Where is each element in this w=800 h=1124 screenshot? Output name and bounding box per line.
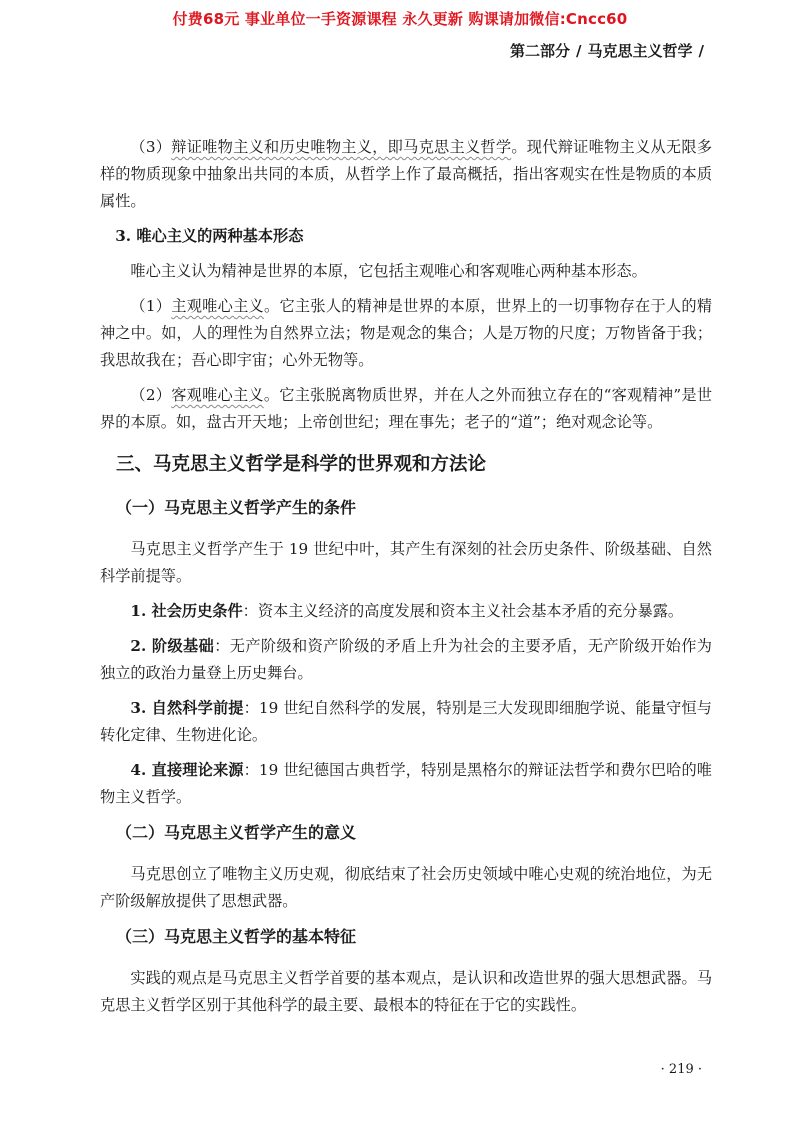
- condition-label: 1. 社会历史条件: [130, 602, 243, 620]
- condition-label: 3. 自然科学前提: [130, 699, 244, 717]
- condition-text: ：无产阶级和资产阶级的矛盾上升为社会的主要矛盾，无产阶级开始作为独立的政治力量登上历史舞台。: [100, 637, 712, 682]
- key-term: 客观唯心主义: [171, 386, 264, 404]
- key-term: 辩证唯物主义和历史唯物主义，即马克思主义哲学: [171, 138, 512, 156]
- paragraph-significance: 马克思创立了唯物主义历史观，彻底结束了社会历史领域中唯心史观的统治地位，为无产阶级解放提供了思想武器。: [100, 865, 712, 910]
- condition-text: ：19 世纪德国古典哲学，特别是黑格尔的辩证法哲学和费尔巴哈的唯物主义哲学。: [100, 761, 712, 806]
- condition-text: ：19 世纪自然科学的发展，特别是三大发现即细胞学说、能量守恒与转化定律、生物进化论。: [100, 699, 712, 744]
- paragraph-objective-idealism: [100, 382, 712, 436]
- paragraph-dialectical-materialism: [100, 134, 712, 215]
- paragraph-idealism-intro: 唯心主义认为精神是世界的本原，它包括主观唯心和客观唯心两种基本形态。: [130, 262, 647, 280]
- condition-label: 2. 阶级基础: [130, 637, 215, 655]
- condition-item: [100, 695, 712, 749]
- running-head: [510, 40, 704, 61]
- page-number: · 219 ·: [660, 1062, 702, 1077]
- paragraph-text: 。它主张脱离物质世界，并在人之外而独立存在的“客观精神”是世界的本原。如，盘古开天地；上帝创世纪；理在事先；老子的“道”；绝对观念论等。: [100, 386, 713, 431]
- paragraph-text: 。它主张人的精神是世界的本原，世界上的一切事物存在于人的精神之中。如，人的理性为自然界立法；物是观念的集合；人是万物的尺度；万物皆备于我；我思故我在；吾心即宇宙；心外无物等。: [100, 297, 713, 369]
- running-head-separator: /: [576, 42, 582, 60]
- condition-text: ：资本主义经济的高度发展和资本主义社会基本矛盾的充分暴露。: [242, 602, 684, 620]
- subsection-heading-features: （三）马克思主义哲学的基本特征: [116, 927, 357, 946]
- subsection-heading-conditions: （一）马克思主义哲学产生的条件: [116, 498, 357, 517]
- condition-item: [100, 598, 712, 625]
- paragraph-features: 实践的观点是马克思主义哲学首要的基本观点，是认识和改造世界的强大思想武器。马克思主义哲学区别于其他科学的最主要、最根本的特征在于它的实践性。: [100, 969, 712, 1014]
- watermark-banner: 付费68元 事业单位一手资源课程 永久更新 购课请加微信:Cncc60: [172, 10, 628, 28]
- paragraph-subjective-idealism: [100, 293, 712, 374]
- subsection-heading-significance: （二）马克思主义哲学产生的意义: [116, 823, 357, 842]
- page-body: [100, 134, 712, 1027]
- heading-idealism-forms: 3. 唯心主义的两种基本形态: [115, 227, 304, 245]
- item-prefix: （2）: [130, 386, 172, 404]
- paragraph-conditions-intro: 马克思主义哲学产生于 19 世纪中叶，其产生有深刻的社会历史条件、阶级基础、自然科学前提等。: [100, 540, 712, 585]
- condition-item: [100, 633, 712, 687]
- running-head-separator-end: /: [698, 42, 704, 60]
- key-term: 主观唯心主义: [171, 297, 264, 315]
- running-head-title: 马克思主义哲学: [587, 42, 693, 60]
- condition-label: 4. 直接理论来源: [130, 761, 244, 779]
- paragraph-text: 。现代辩证唯物主义从无限多样的物质现象中抽象出共同的本质，从哲学上作了最高概括，指出客观实在性是物质的本质属性。: [100, 138, 713, 210]
- running-head-part: 第二部分: [510, 42, 571, 60]
- item-prefix: （3）: [130, 138, 172, 156]
- header-rule: [88, 68, 708, 69]
- condition-item: [100, 757, 712, 811]
- item-prefix: （1）: [130, 297, 172, 315]
- section-heading-three: 三、马克思主义哲学是科学的世界观和方法论: [116, 454, 487, 475]
